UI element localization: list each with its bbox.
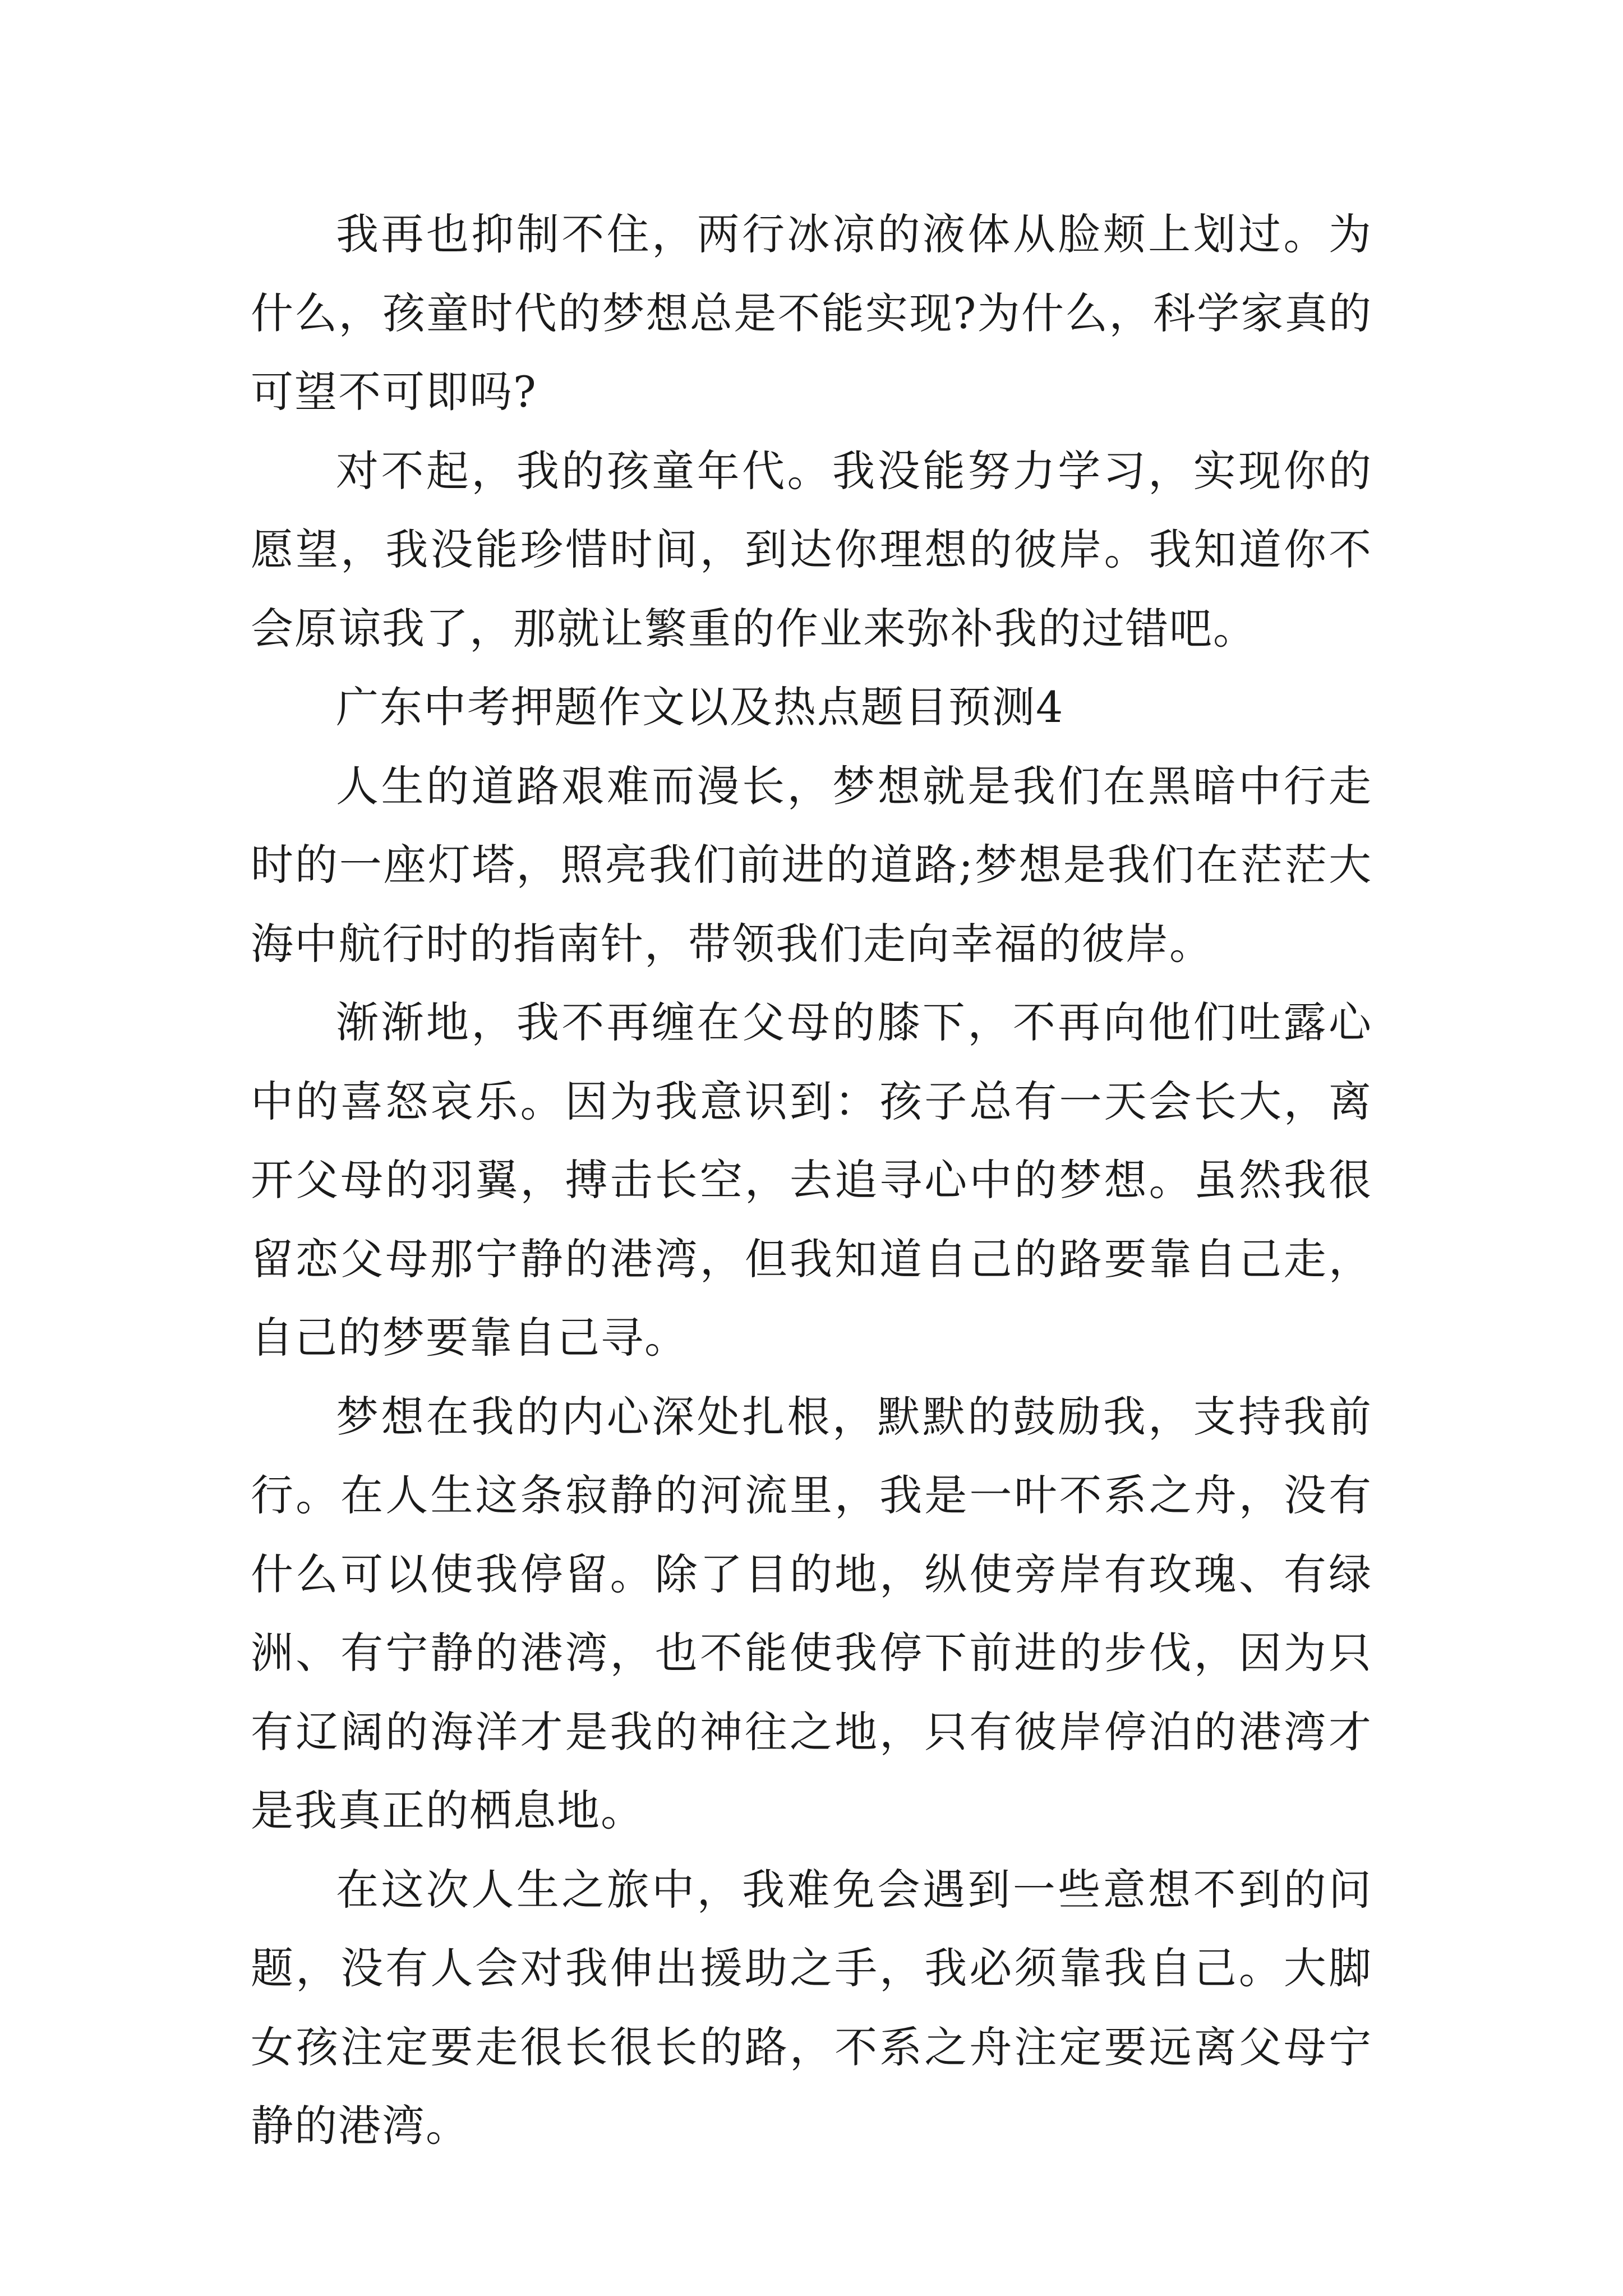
section-heading: 广东中考押题作文以及热点题目预测4: [336, 682, 1064, 732]
paragraph-3: 人生的道路艰难而漫长，梦想就是我们在黑暗中行走时的一座灯塔，照亮我们前进的道路;梦想是我们在茫茫大海中航行时的指南针，带领我们走向幸福的彼岸。: [251, 761, 1372, 969]
paragraph-4: 渐渐地，我不再缠在父母的膝下，不再向他们吐露心中的喜怒哀乐。因为我意识到：孩子总有一天会长大，离开父母的羽翼，搏击长空，去追寻心中的梦想。虽然我很留恋父母那宁静的港湾，但我知道自己的路要靠自己走，自己的梦要靠自己寻。: [251, 997, 1372, 1363]
document-body: [251, 195, 1372, 2166]
paragraph-6: 在这次人生之旅中，我难免会遇到一些意想不到的问题，没有人会对我伸出援助之手，我必须靠我自己。大脚女孩注定要走很长很长的路，不系之舟注定要远离父母宁静的港湾。: [251, 1864, 1372, 2151]
paragraph-5: 梦想在我的内心深处扎根，默默的鼓励我，支持我前行。在人生这条寂静的河流里，我是一叶不系之舟，没有什么可以使我停留。除了目的地，纵使旁岸有玫瑰、有绿洲、有宁静的港湾，也不能使我停下前进的步伐，因为只有辽阔的海洋才是我的神往之地，只有彼岸停泊的港湾才是我真正的栖息地。: [251, 1391, 1372, 1835]
paragraph-2: 对不起，我的孩童年代。我没能努力学习，实现你的愿望，我没能珍惜时间，到达你理想的彼岸。我知道你不会原谅我了，那就让繁重的作业来弥补我的过错吧。: [251, 445, 1372, 654]
paragraph-1: 我再也抑制不住，两行冰凉的液体从脸颊上划过。为什么，孩童时代的梦想总是不能实现?为什么，科学家真的可望不可即吗?: [251, 209, 1372, 417]
